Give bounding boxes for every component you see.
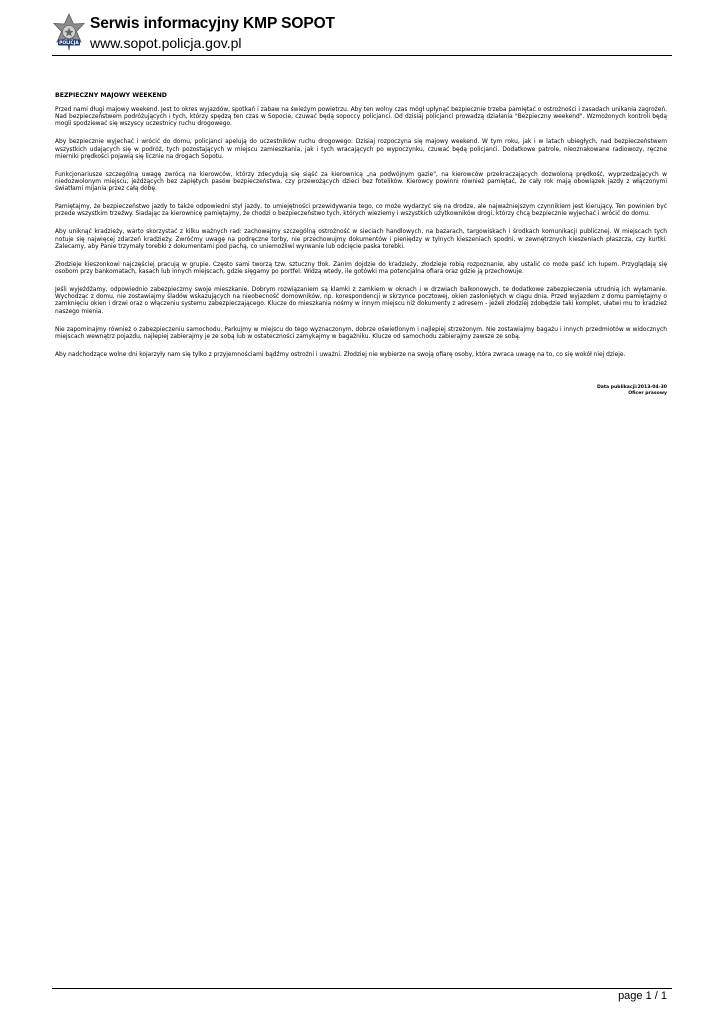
article-body — [55, 92, 667, 370]
document-header — [52, 13, 672, 57]
page-number: page 1 / 1 — [618, 990, 667, 1002]
article-paragraph: Przed nami długi majowy weekend. Jest to okres wyjazdów, spotkań i zabaw na świeżym powietrzu. Aby ten wolny czas mógł upłynąć bezpiecznie trzeba pamiętać o ostrożności i zasadach unikania zagrożeń. Nad bezpieczeństwem podróżujących i tych, którzy spędzą ten czas w Sopocie, czuwać będą sopoccy policjanci. Od dzisiaj policjanci prowadzą działania "Bezpieczny weekend". Wzmożonych kontroli będą mogli spodziewać się wszyscy uczestnicy ruchu drogowego. — [55, 107, 667, 128]
article-paragraph: Aby nadchodzące wolne dni kojarzyły nam się tylko z przyjemnościami bądźmy ostrożni i uważni. Złodziej nie wybierze na swoją ofiarę osoby, która zwraca uwagę na to, co się wokół niej dzieje. — [55, 351, 626, 358]
article-paragraph: Nie zapominajmy również o zabezpieczeniu samochodu. Parkujmy w miejscu do tego wyznaczonym, dobrze oświetlonym i najlepiej strzeżonym. Nie zostawiajmy bagażu i innych przedmiotów w widocznych miejscach wewnątrz pojazdu, najlepiej zabierajmy je ze sobą lub w ostateczności zamykajmy w bagażniku. Klucze od samochodu zabierajmy zawsze ze sobą. — [55, 326, 667, 340]
police-star-badge-icon — [52, 13, 86, 53]
article-paragraph: Pamiętajmy, że bezpieczeństwo jazdy to także odpowiedni styl jazdy, to umiejętności przewidywania tego, co może wydarzyć się na drodze, ale najważniejszym czynnikiem jest kierujący. Ten powinien być przede wszystkim trzeźwy. Siadając za kierownicę pamiętajmy, że chodzi o bezpieczeństwo tych, których wieziemy i wszystkich użytkowników drogi, którzy chcą bezpiecznie wyjechać i wrócić do domu. — [55, 204, 667, 218]
article-heading: BEZPIECZNY MAJOWY WEEKEND — [55, 92, 167, 99]
site-url: www.sopot.policja.gov.pl — [90, 35, 242, 51]
article-paragraph: Funkcjonariusze szczególną uwagę zwrócą na kierowców, którzy zdecydują się siąść za kierownicą „na podwójnym gazie", na kierowców przekraczających dozwoloną prędkość, wyprzedzających w niedozwolonym miejscu, jeżdżących bez zapiętych pasów bezpieczeństwa, czy przewożących dzieci bez fotelików. Kierowcy powinni również pamiętać, że cały rok mają obowiązek jazdy z włączonymi światłami mijania przez całą dobę. — [55, 171, 667, 193]
article-paragraph: Aby bezpiecznie wyjechać i wrócić do domu, policjanci apelują do uczestników ruchu drogowego: Dzisiaj rozpoczyna się majowy weekend. W tym roku, jak i w latach ubiegłych, nad bezpieczeństwem wszystkich udających się w podróż, tych pozostających w miejscu zamieszkania, jak i tych wracających po wypoczynku, czuwać będą policjanci. Dodatkowe patrole, nieoznakowane radiowozy, ręczne mierniki prędkości pojawią się licznie na drogach Sopotu. — [55, 139, 667, 160]
header-divider — [52, 55, 672, 56]
logo-text: POLICJA — [59, 41, 79, 47]
article-paragraph: Jeśli wyjeżdżamy, odpowiednio zabezpieczmy swoje mieszkanie. Dobrym rozwiązaniem są klamki z zamkiem w oknach i w drzwiach balkonowych, te dodatkowe zabezpieczenia utrudnią ich wyłamanie. Wychodząc z domu, nie zostawiajmy śladów wskazujących na nieobecność domowników, np. korespondencji w skrzynce pocztowej, okien zasłoniętych w ciągu dnia. Przed wyjazdem z domu pamiętajmy o zamknięciu okien i drzwi oraz o włączeniu systemu zabezpieczającego. Klucze do mieszkania nośmy w innym miejscu niż dokumenty z adresem - jeżeli złodziej zdobędzie taki komplet, ułatwi mu to kradzież naszego mienia. — [55, 287, 667, 315]
footer-divider — [52, 988, 672, 989]
author: Oficer prasowy — [628, 390, 667, 396]
article-paragraph: Złodzieje kieszonkowi najczęściej pracują w grupie. Często sami tworzą tzw. sztuczny tłok. Zanim dojdzie do kradzieży, złodzieje robią rozpoznanie, aby ustalić co może paść ich łupem. Przyglądają się osobom przy bankomatach, kasach lub innych miejscach, gdzie sięgamy po portfel. Widzą wtedy, ile gotówki ma potencjalna ofiara oraz gdzie ją przechowuje. — [55, 261, 667, 276]
publication-info — [597, 385, 667, 396]
page-title: Serwis informacyjny KMP SOPOT — [90, 15, 335, 32]
publication-date: Data publikacji:2013-04-30 — [596, 385, 667, 390]
article-paragraph: Aby uniknąć kradzieży, warto skorzystać z kilku ważnych rad: zachowajmy szczególną ostrożność w sieciach handlowych, na bazarach, targowiskach i środkach komunikacji publicznej. W miejscach tych notuje się najwięcej zdarzeń kradzieży. Zwróćmy uwagę na podręczne torby, nie przechowujmy dokumentów i pieniędzy w tylnych kieszeniach spodni, w zewnętrznych kieszeniach płaszcza, czy kurtki. Zalecamy, aby Panie trzymały torebki z dokumentami pod pachą, co uniemożliwi wyrwanie lub odcięcie paska torebki. — [55, 229, 667, 250]
